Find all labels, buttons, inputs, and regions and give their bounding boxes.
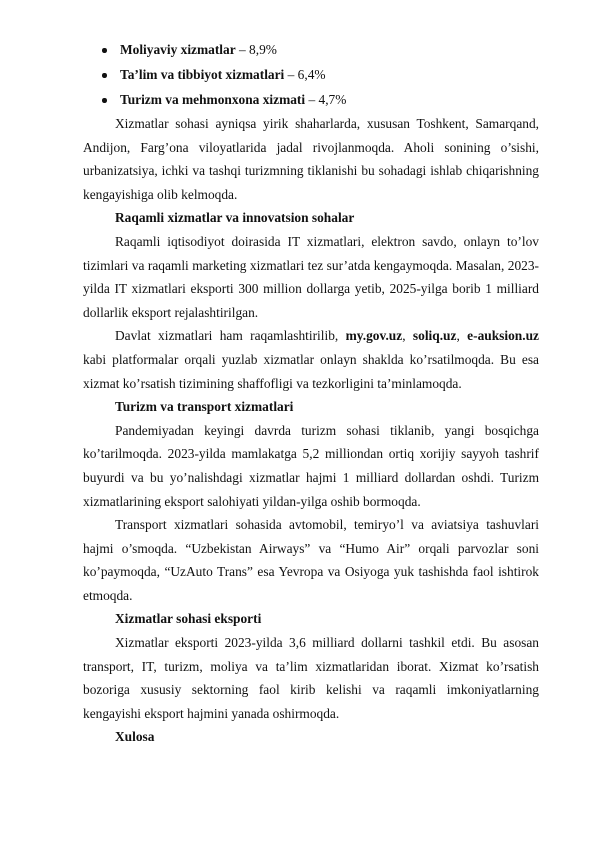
section-heading-digital-services: Raqamli xizmatlar va innovatsion sohalar [115, 210, 355, 226]
paragraph-services-export: Xizmatlar eksporti 2023-yilda 3,6 milliard dollarni tashkil etdi. Bu asosan transport, IT, turizm, moliya va ta’lim xizmatlaridan iborat. Xizmat ko’rsatish bozoriga xususiy sektorning faol kirib kelishi va raqamli imkoniyatlarning kengayishi eksport hajmini yanada oshirmoqda. [83, 635, 539, 721]
separator: , [456, 328, 468, 344]
list-item-value: – 6,4% [284, 67, 326, 82]
list-item-label: Ta’lim va tibbiyot xizmatlari [120, 67, 285, 82]
section-heading-conclusion: Xulosa [115, 729, 155, 745]
paragraph-transport: Transport xizmatlari sohasida avtomobil, temiryo’l va aviatsiya tashuvlari hajmi o’smoqda. “Uzbekistan Airways” va “Humo Air” orqali parvozlar soni ko’paymoqda, “UzAuto Trans” esa Yevropa va Osiyoga yuk tashishda faol ishtirok etmoqda. [83, 517, 539, 603]
platform-link-soliq: soliq.uz [412, 328, 457, 344]
platform-link-eauksion: e-auksion.uz [467, 328, 539, 344]
list-item [99, 40, 539, 65]
list-item-label: Turizm va mehmonxona xizmati [120, 92, 306, 107]
platform-link-mygov: my.gov.uz [345, 328, 403, 344]
bullet-icon [102, 48, 107, 53]
bullet-icon [102, 73, 107, 78]
section-heading-services-export: Xizmatlar sohasi eksporti [115, 611, 262, 627]
paragraph-it-services: Raqamli iqtisodiyot doirasida IT xizmatlari, elektron savdo, onlayn to’lov tizimlari va raqamli marketing xizmatlari tez sur’atda kengaymoqda. Masalan, 2023-yilda IT xizmatlari eksporti 300 million dollarga yetib, 2025-yilga borib 1 milliard dollarlik eksport rejalashtirilgan. [83, 233, 539, 320]
list-item-value: – 4,7% [305, 92, 347, 107]
list-item [99, 65, 539, 90]
paragraph-text: kabi platformalar orqali yuzlab xizmatlar onlayn shaklda ko’rsatilmoqda. Bu esa xizmat ko’rsatish tizimining shaffofligi va tezkorligini ta’minlamoqda. [83, 351, 539, 391]
document-body [83, 112, 539, 749]
list-item-label: Moliyaviy xizmatlar [120, 42, 236, 57]
paragraph-text: Davlat xizmatlari ham raqamlashtirilib, [115, 328, 346, 344]
section-heading-tourism-transport: Turizm va transport xizmatlari [115, 399, 294, 415]
paragraph-regional-growth: Xizmatlar sohasi ayniqsa yirik shaharlarda, xususan Toshkent, Samarqand, Andijon, Farg’ona viloyatlarida jadal rivojlanmoqda. Aholi sonining o’sishi, urbanizatsiya, ichki va tashqi turizmning tiklanishi bu sohadagi ishlab chiqarishning kengayishiga olib kelmoqda. [83, 116, 539, 202]
bullet-icon [102, 98, 107, 103]
paragraph-tourism: Pandemiyadan keyingi davrda turizm sohasi tiklanib, yangi bosqichga ko’tarilmoqda. 2023-yilda mamlakatga 5,2 milliondan ortiq xorijiy sayyoh tashrif buyurdi va bu yo’nalishdagi xizmatlar hajmi 1 milliard dollardan oshdi. Turizm xizmatlarining eksport salohiyati yildan-yilga oshib bormoqda. [83, 422, 539, 509]
paragraph-government-services [83, 324, 539, 395]
separator: , [402, 328, 413, 344]
bullet-list [99, 40, 539, 115]
list-item-value: – 8,9% [235, 42, 277, 57]
